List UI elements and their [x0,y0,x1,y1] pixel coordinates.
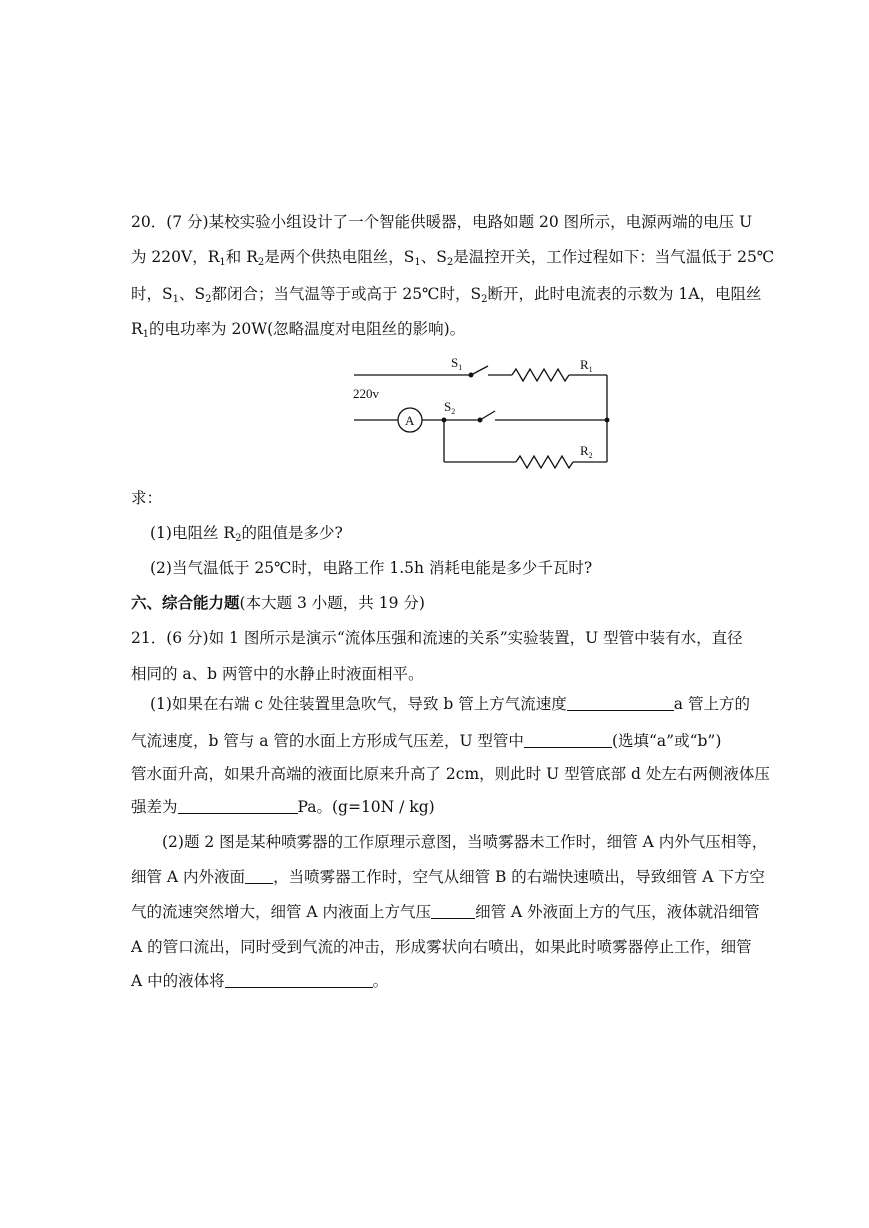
q20-subquestion-1: (1)电阻丝 $R_2$的阻值是多少? [150,524,343,544]
ammeter-label: A [405,413,415,428]
answer-blank-6[interactable] [225,971,373,988]
junction-dot-left [442,418,446,422]
switch-s1-blade [471,366,488,375]
s2-label: $S_2$ [444,399,456,416]
q21-line-1: 21．(6 分)如 1 图所示是演示“流体压强和流速的关系”实验装置，U 型管中装有水，直径 [131,629,743,647]
q21-p2-line-5: A 中的液体将 。 [131,972,389,990]
resistor-r2-icon [516,456,573,468]
answer-blank-5[interactable] [431,902,475,919]
q20-subquestion-2: (2)当气温低于 25℃时，电路工作 1.5h 消耗电能是多少千瓦时? [150,559,593,577]
answer-blank-2[interactable] [524,731,612,748]
q20-line-2: 为 220V，$R_1$和 $R_2$是两个供热电阻丝，$S_1$、$S_2$是温控开关，工作过程如下：当气温低于 25℃ [131,248,775,268]
answer-blank-1[interactable] [567,694,674,711]
q20-line-4: $R_1$的电功率为 20W(忽略温度对电阻丝的影响)。 [131,320,466,340]
answer-blank-3[interactable] [178,797,298,814]
circuit-diagram [340,350,630,470]
resistor-r1-icon [512,369,569,381]
q21-p1-line-3: 管水面升高，如果升高端的液面比原来升高了 2cm，则此时 U 型管底部 d 处左右两侧液体压 [131,765,770,783]
switch-s2-blade [480,411,495,420]
q21-p1-line-2: 气流速度，b 管与 a 管的水面上方形成气压差，U 型管中 (选填“a”或“b”) [131,732,722,750]
voltage-label: 220v [353,386,379,401]
q21-p2-line-1: (2)题 2 图是某种喷雾器的工作原理示意图，当喷雾器未工作时，细管 A 内外气压相等， [162,833,768,851]
s1-label: $S_1$ [451,355,463,372]
q21-p1-line-4: 强差为 Pa。(g=10N / kg) [131,798,435,816]
section-6-heading: 六、综合能力题(本大题 3 小题，共 19 分) [131,593,425,612]
q21-p2-line-2: 细管 A 内外液面 ，当喷雾器工作时，空气从细管 B 的右端快速喷出，导致细管 A 下方空 [131,868,765,886]
q21-line-2: 相同的 a、b 两管中的水静止时液面相平。 [131,665,424,683]
junction-dot [605,418,609,422]
r2-label: $R_2$ [580,443,593,460]
answer-blank-4[interactable] [245,867,273,884]
q21-p2-line-3: 气的流速突然增大，细管 A 内液面上方气压 细管 A 外液面上方的气压，液体就沿细管 [131,903,760,921]
q21-p1-line-1: (1)如果在右端 c 处往装置里急吹气，导致 b 管上方气流速度 a 管上方的 [150,695,750,713]
q21-p2-line-4: A 的管口流出，同时受到气流的冲击，形成雾状向右喷出，如果此时喷雾器停止工作，细管 [131,938,752,956]
q20-line-1: 20．(7 分)某校实验小组设计了一个智能供暖器，电路如题 20 图所示，电源两端的电压 U [131,213,753,231]
q20-ask: 求： [131,489,163,507]
q20-line-3: 时，$S_1$、$S_2$都闭合；当气温等于或高于 25℃时，$S_2$断开，此时电流表的示数为 1A，电阻丝 [131,285,762,305]
r1-label: $R_1$ [580,357,593,374]
